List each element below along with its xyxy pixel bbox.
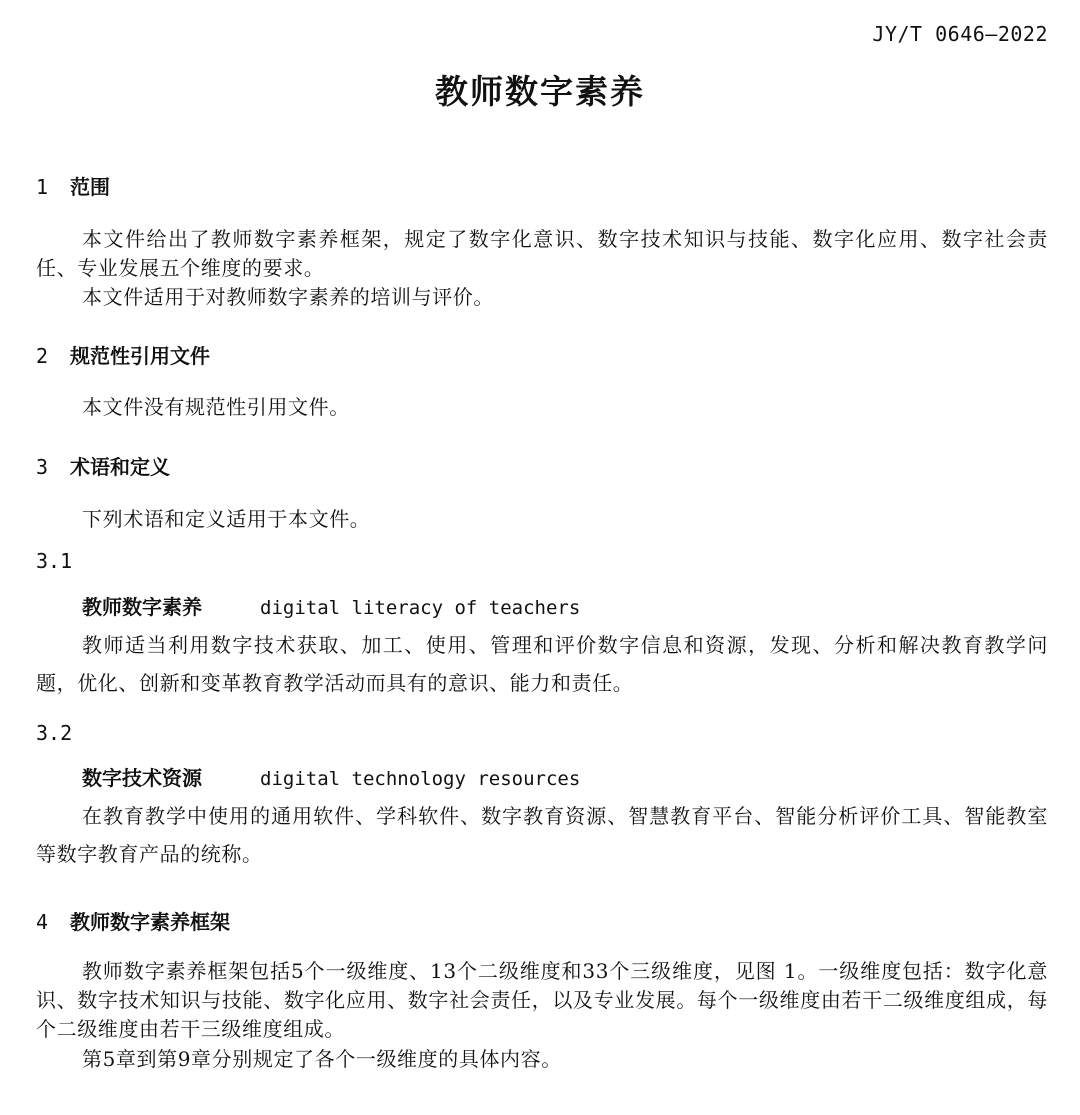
section-number: 4 [36, 910, 49, 934]
term-3-2-number: 3.2 [36, 721, 73, 745]
term-chinese: 教师数字素养 [82, 595, 202, 619]
section-title: 教师数字素养框架 [70, 910, 230, 934]
section-2-paragraph-1: 本文件没有规范性引用文件。 [82, 395, 350, 419]
term-3-1-definition: 教师适当利用数字技术获取、加工、使用、管理和评价数字信息和资源，发现、分析和解决教育教学问题，优化、创新和变革教育教学活动而具有的意识、能力和责任。 [36, 633, 1048, 695]
term-3-2-line [82, 762, 580, 791]
section-number: 2 [36, 344, 49, 368]
term-3-1-number: 3.1 [36, 549, 73, 573]
section-title: 术语和定义 [70, 455, 170, 479]
section-title: 范围 [70, 175, 110, 199]
section-title: 规范性引用文件 [70, 344, 210, 368]
section-2-heading [36, 340, 210, 369]
term-3-2-definition: 在教育教学中使用的通用软件、学科软件、数字教育资源、智慧教育平台、智能分析评价工具、智能教室等数字教育产品的统称。 [36, 804, 1048, 866]
term-chinese: 数字技术资源 [82, 766, 202, 790]
section-3-heading [36, 451, 170, 480]
section-number: 3 [36, 455, 49, 479]
document-code: JY/T 0646—2022 [872, 22, 1048, 46]
term-english: digital technology resources [260, 768, 581, 790]
section-4-paragraph-2: 第5章到第9章分别规定了各个一级维度的具体内容。 [82, 1047, 562, 1071]
section-4-paragraph-1: 教师数字素养框架包括5个一级维度、13个二级维度和33个三级维度，见图 1。一级维度包括：数字化意识、数字技术知识与技能、数字化应用、数字社会责任，以及专业发展。每个一级维度由若干二级维度组成，每个二级维度由若干三级维度组成。 [36, 959, 1048, 1041]
section-number: 1 [36, 175, 49, 199]
document-title: 教师数字素养 [435, 72, 645, 111]
section-1-paragraph-2: 本文件适用于对教师数字素养的培训与评价。 [82, 285, 494, 309]
section-1-paragraph-1: 本文件给出了教师数字素养框架，规定了数字化意识、数字技术知识与技能、数字化应用、数字社会责任、专业发展五个维度的要求。 [36, 227, 1048, 280]
section-3-paragraph-1: 下列术语和定义适用于本文件。 [82, 507, 371, 531]
term-english: digital literacy of teachers [260, 597, 581, 619]
section-1-heading [36, 171, 110, 200]
term-3-1-line [82, 591, 580, 620]
section-4-heading [36, 906, 230, 935]
